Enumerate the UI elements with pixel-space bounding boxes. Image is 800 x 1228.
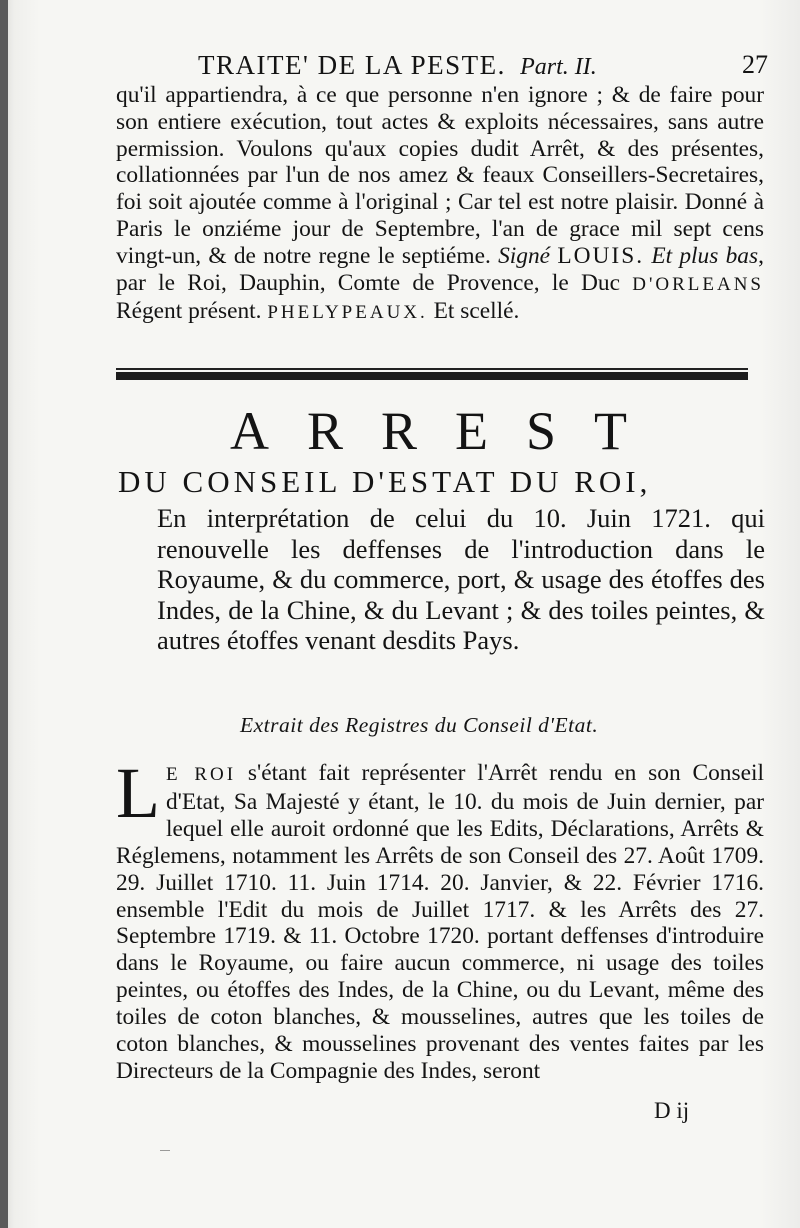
running-head-title: TRAITE' DE LA PESTE.	[198, 50, 506, 80]
orleans-prefix: D'	[632, 273, 656, 295]
opening-text-2: , par le Roi, Dauphin, Comte de Provence, le Duc	[116, 242, 764, 296]
et-plus-bas-text: Et plus bas	[651, 242, 759, 269]
signe-text: Signé	[498, 242, 551, 269]
signature-mark: D ij	[654, 1098, 690, 1123]
arrest-interpretation: En interprétation de celui du 10. Juin 1721. qui renouvelle les deffenses de l'introduction dans le Royaume, & du commerce, port, & usage des étoffes des Indes, de la Chine, & du Levant ; & des toiles peintes, & autres étoffes venant desdits Pays.	[157, 503, 765, 655]
orleans-name: ORLEANS	[655, 273, 764, 295]
opening-paragraph	[116, 82, 764, 327]
arrest-title: ARREST	[230, 401, 666, 461]
section-divider-rule	[116, 368, 748, 380]
le-roi-text: E ROI	[165, 764, 237, 785]
running-head	[198, 50, 768, 86]
page-gutter	[0, 0, 8, 1228]
divider-thick-line	[116, 372, 748, 380]
page-number: 27	[742, 50, 768, 79]
decree-text: s'étant fait représenter l'Arrêt rendu en son Conseil d'Etat, Sa Majesté y étant, le 10. du mois de Juin dernier, par lequel elle auroit ordonné que les Edits, Déclarations, Arrêts & Réglemens, notamment les Arrêts de son Conseil des 27. Août 1709. 29. Juillet 1710. 11. Juin 1714. 20. Janvier, & 22. Février 1716. ensemble l'Edit du mois de Juillet 1717. & les Arrêts des 27. Septembre 1719. & 11. Octobre 1720. portant deffenses d'introduire dans le Royaume, ou faire aucun commerce, ni usage des toiles peintes, ou étoffes des Indes, de la Chine, ou du Levant, même des toiles de coton blanches, & mousselines, autres que les toiles de coton blanches, & mousselines provenant des ventes faites par les Directeurs de la Compagnie des Indes, seront	[116, 760, 764, 1084]
running-head-part: Part. II.	[520, 54, 597, 80]
drop-cap: L	[116, 753, 160, 833]
louis-signature: LOUIS.	[557, 242, 645, 269]
extrait-heading: Extrait des Registres du Conseil d'Etat.	[240, 713, 599, 737]
decree-paragraph	[116, 753, 764, 1085]
opening-text-3: Régent présent.	[116, 298, 262, 325]
arrest-subtitle: DU CONSEIL D'ESTAT DU ROI,	[118, 464, 652, 499]
phelypeaux-signature: PHELYPEAUX.	[267, 302, 428, 324]
opening-text-1: qu'il appartiendra, à ce que personne n'en ignore ; & de faire pour son entiere exécution, tout actes & exploits nécessaires, sans autre permission. Voulons qu'aux copies dudit Arrêt, & des présentes, collationnées par l'un de nos amez & feaux Conseillers-Secretaires, foi soit ajoutée comme à l'original ; Car tel est notre plaisir. Donné à Paris le onziéme jour de Septembre, l'an de grace mil sept cens vingt-un, & de notre regne le septiéme.	[116, 82, 764, 269]
divider-thin-line	[116, 368, 748, 370]
opening-text-4: Et scellé.	[433, 298, 520, 325]
ink-speck	[160, 1150, 170, 1151]
